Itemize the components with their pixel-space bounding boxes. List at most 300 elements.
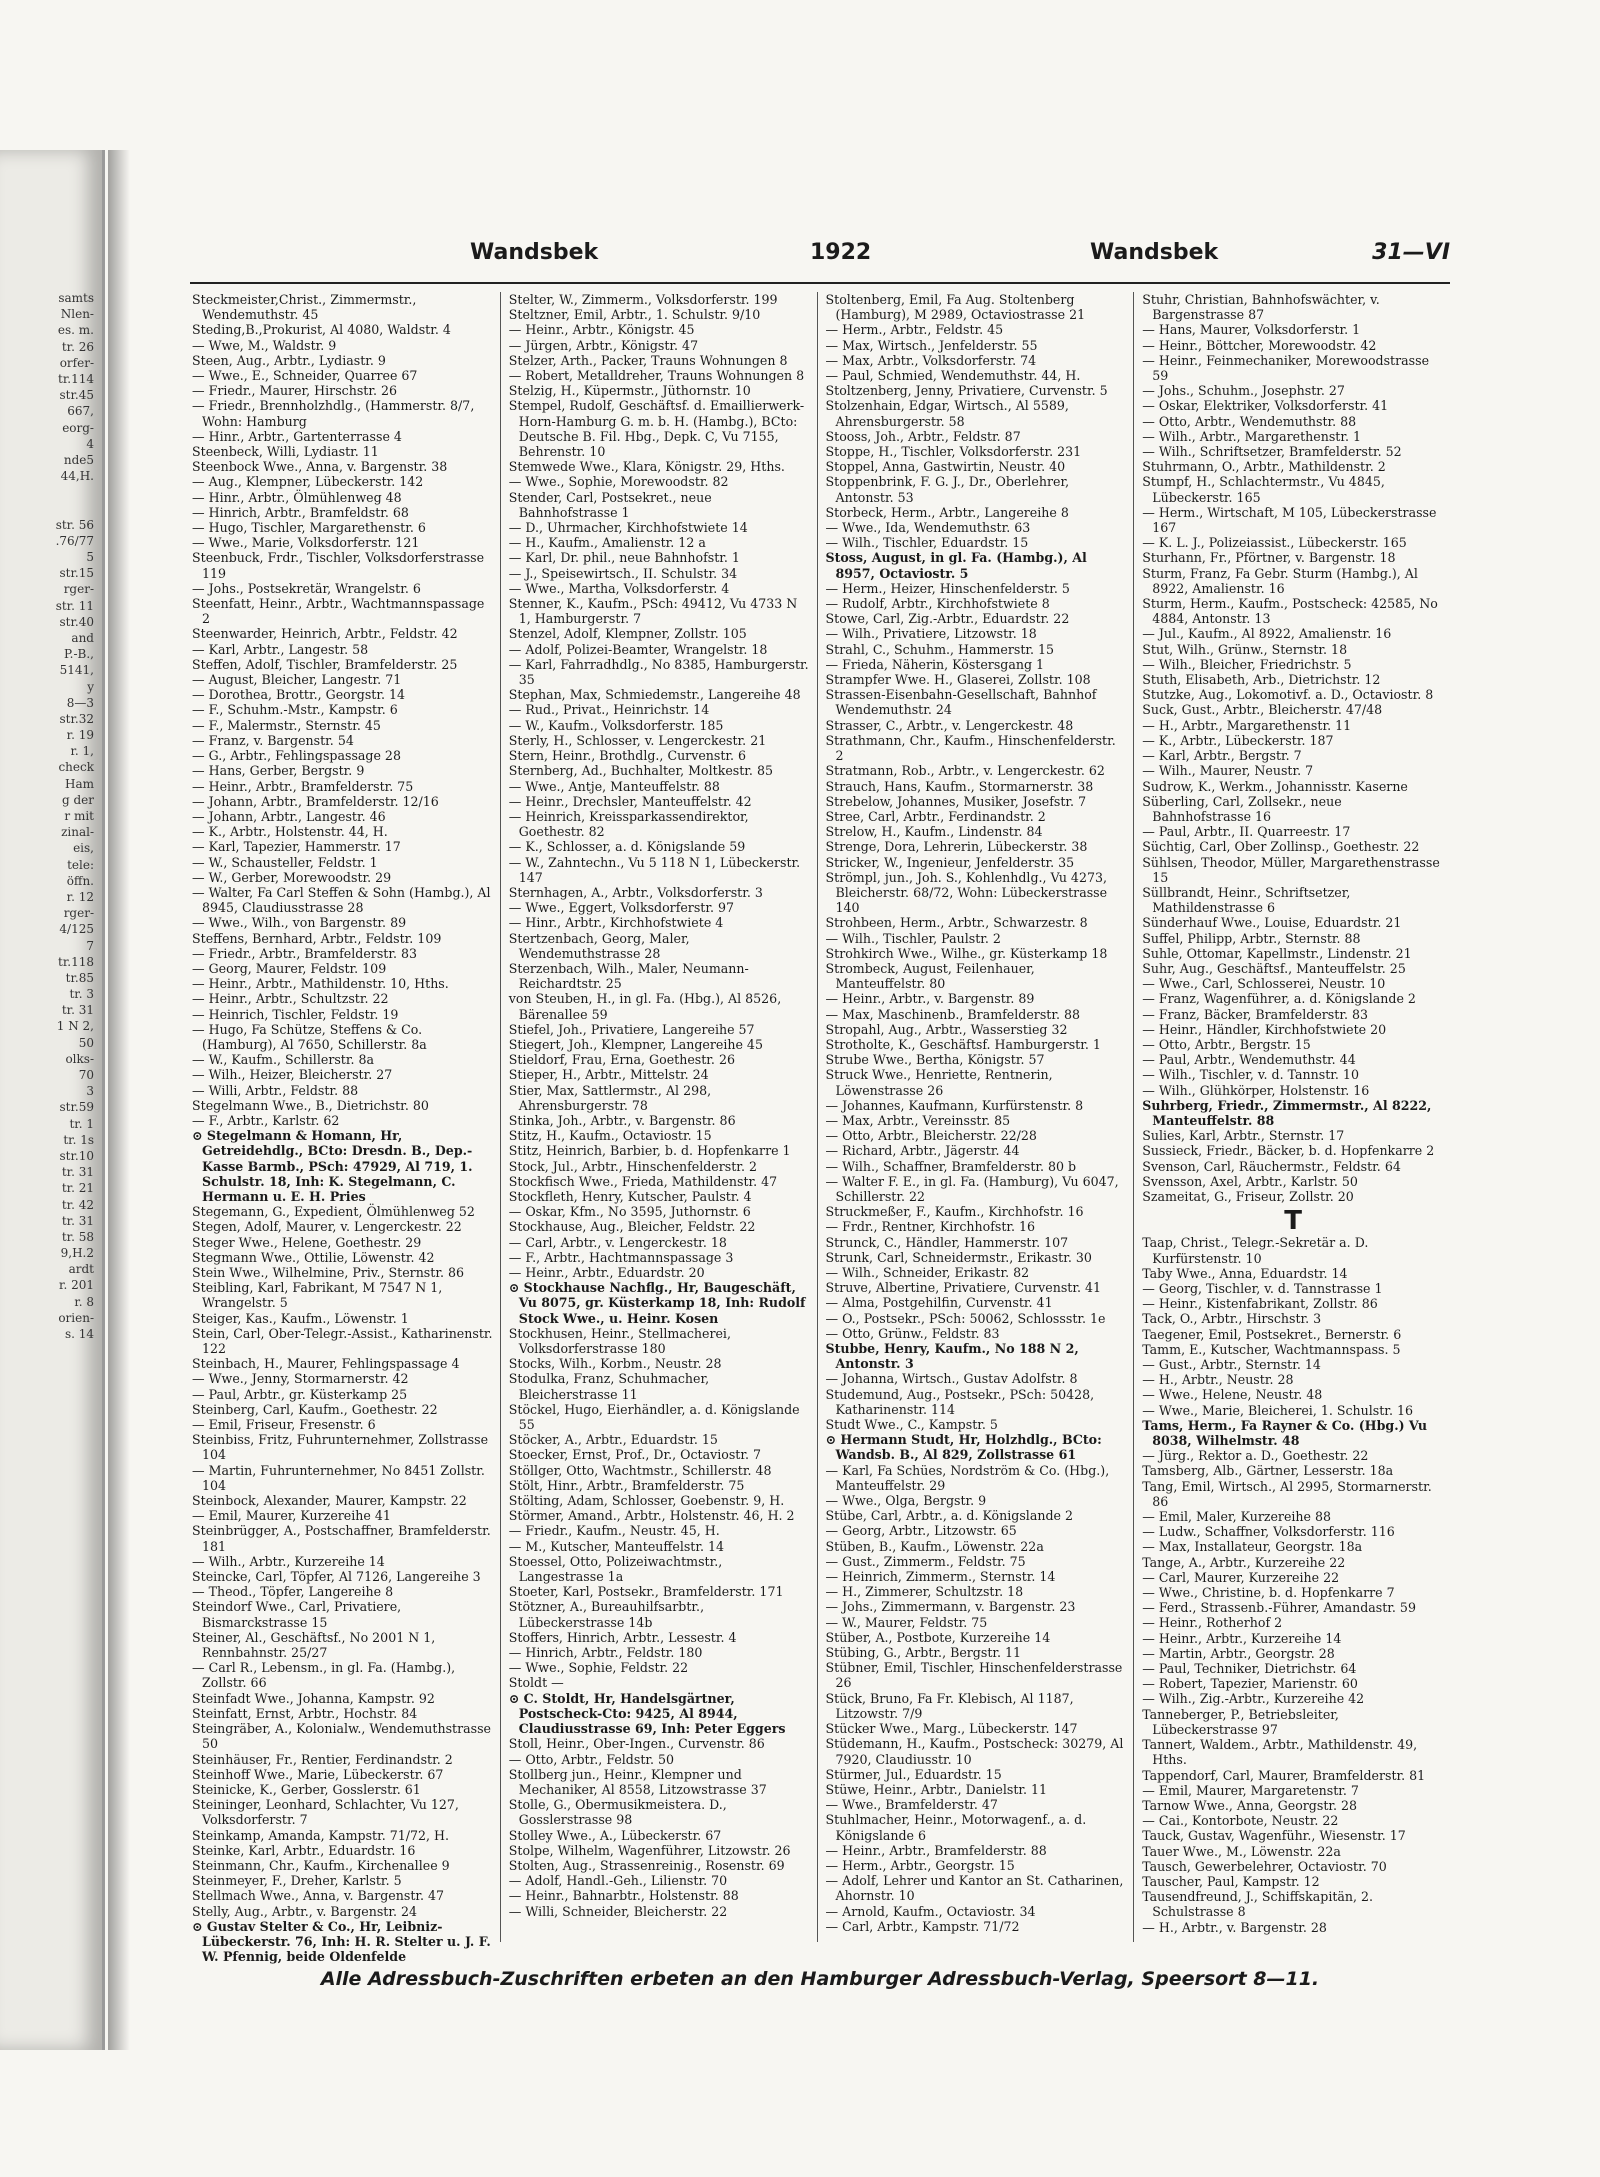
gutter-fragment: tr. 3 [69,987,94,1002]
gutter-fragment: str.59 [59,1100,94,1115]
directory-entry: — Emil, Friseur, Fresenstr. 6 [192,1417,376,1433]
directory-entry: Störmer, Amand., Arbtr., Holstenstr. 46, H. 2 [508,1508,795,1524]
gutter-fragment: tr. 31 [61,1213,94,1228]
directory-entry: Stricker, W., Ingenieur, Jenfelderstr. 35 [825,854,1075,870]
directory-entry: Stolzenhain, Edgar, Wirtsch., Al 5589, Ahrensburgerstr. 58 [825,398,1069,429]
directory-entry: — Wilh., Glühkörper, Holstenstr. 16 [1142,1082,1370,1098]
directory-entry: Stollberg jun., Heinr., Klempner und Mechaniker, Al 8558, Litzowstrasse 37 [508,1766,767,1797]
directory-entry: Stöllger, Otto, Wachtmstr., Schillerstr. 48 [508,1462,772,1478]
directory-entry: — F., Arbtr., Hachtmannspassage 3 [508,1249,734,1265]
directory-entry: Stolle, G., Obermusikmeistera. D., Gosslerstrasse 98 [508,1797,727,1828]
directory-entry: — Wwe., Ida, Wendemuthstr. 63 [825,520,1031,536]
directory-entry: Steinberg, Carl, Kaufm., Goethestr. 22 [192,1401,438,1417]
directory-entry: — Wwe., Bramfelderstr. 47 [825,1797,998,1813]
directory-entry: — D., Uhrmacher, Kirchhofstwiete 14 [508,520,748,536]
directory-entry: — Wwe., Eggert, Volksdorferstr. 97 [508,900,735,916]
directory-entry: Stertzenbach, Georg, Maler, Wendemuthstrasse 28 [508,930,690,961]
directory-entry: — Walter, Fa Carl Steffen & Sohn (Hambg.), Al 8945, Claudiusstrasse 28 [192,884,491,916]
directory-entry: — Heinrich, Kreissparkassendirektor, Goethestr. 82 [508,808,749,840]
directory-entry: Strassen-Eisenbahn-Gesellschaft, Bahnhof Wendemuthstr. 24 [825,687,1097,718]
directory-entry: — Johs., Zimmermann, v. Bargenstr. 23 [825,1599,1076,1615]
directory-entry: Stoltzenberg, Jenny, Privatiere, Curvenstr. 5 [825,383,1108,399]
firm-entry: ⊙ Stockhause Nachflg., Hr, Baugeschäft, Vu 8075, gr. Küsterkamp 18, Inh: Rudolf Stock Wwe., u. Heinr. Kosen [508,1280,806,1326]
gutter-fragment: tr. 31 [61,1165,94,1180]
directory-entry: Taap, Christ., Telegr.-Sekretär a. D. Kurfürstenstr. 10 [1142,1235,1369,1266]
directory-entry: — H., Zimmerer, Schultzstr. 18 [825,1584,1024,1600]
directory-entry: — F., Malermstr., Sternstr. 45 [192,717,381,733]
directory-entry: — Carl, Arbtr., Kampstr. 71/72 [825,1918,1020,1934]
directory-entry: Steding,B.,Prokurist, Al 4080, Waldstr. 4 [192,322,451,338]
directory-entry: Strebelow, Johannes, Musiker, Josefstr. 7 [825,793,1087,809]
directory-entry: — Friedr., Brennholzhdlg., (Hammerstr. 8/7, Wohn: Hamburg [192,398,475,429]
directory-entry: Stock, Jul., Arbtr., Hinschenfelderstr. 2 [508,1158,757,1174]
directory-entry: Studt Wwe., C., Kampstr. 5 [825,1417,998,1433]
gutter-fragment: str.15 [59,566,94,581]
directory-entry: — Herm., Wirtschaft, M 105, Lübeckerstrasse 167 [1142,504,1437,536]
directory-entry: Stelly, Aug., Arbtr., v. Bargenstr. 24 [192,1903,418,1919]
directory-entry: — Heinr., Rotherhof 2 [1142,1615,1283,1631]
directory-entry: Stoldt — [508,1675,564,1691]
gutter-fragment: 70 [78,1068,94,1082]
directory-entry: — Georg, Maurer, Feldstr. 109 [192,960,387,976]
directory-entry: Stöcker, A., Arbtr., Eduardstr. 15 [508,1432,718,1448]
directory-entry: — Adolf, Polizei-Beamter, Wrangelstr. 18 [508,641,768,657]
directory-entry: Struck Wwe., Henriette, Rentnerin, Löwenstrasse 26 [825,1067,1053,1098]
directory-entry: Tausendfreund, J., Schiffskapitän, 2. Schulstrasse 8 [1142,1889,1374,1920]
directory-entry: Steincke, Carl, Töpfer, Al 7126, Langereihe 3 [192,1569,481,1585]
directory-entry: Strelow, H., Kaufm., Lindenstr. 84 [825,824,1043,840]
page-header [190,240,1450,280]
directory-entry: Strube Wwe., Bertha, Königstr. 57 [825,1052,1045,1068]
directory-entry: Steingräber, A., Kolonialw., Wendemuthstrasse 50 [192,1721,492,1752]
directory-entry: — Heinr., Arbtr., Bramfelderstr. 75 [192,778,414,794]
directory-entry: Stowe, Carl, Zig.-Arbtr., Eduardstr. 22 [825,611,1070,627]
directory-entry: Strathmann, Chr., Kaufm., Hinschenfelderstr. 2 [825,732,1116,764]
gutter-fragment: rger- [63,582,94,597]
directory-entry: Steinkamp, Amanda, Kampstr. 71/72, H. [192,1827,450,1843]
directory-entry: — Otto, Grünw., Feldstr. 83 [825,1325,1000,1341]
directory-entry: Stender, Carl, Postsekret., neue Bahnhofstrasse 1 [508,489,712,520]
gutter-fragment: 4 [86,436,94,451]
directory-entry: — Wilh., Bleicher, Friedrichstr. 5 [1142,656,1352,672]
directory-entry: — Heinr., Kistenfabrikant, Zollstr. 86 [1142,1296,1378,1312]
directory-entry: Stenner, K., Kaufm., PSch: 49412, Vu 4733 N 1, Hamburgerstr. 7 [508,596,798,627]
gutter-fragment: tr. 21 [61,1181,94,1196]
directory-entry: Stuhr, Christian, Bahnhofswächter, v. Bargenstrasse 87 [1142,292,1380,323]
gutter-fragment: öffn. [66,873,94,888]
gutter-fragment: eis, [73,841,94,856]
firm-entry: ⊙ Gustav Stelter & Co., Hr, Leibniz-Lübeckerstr. 76, Inh: H. R. Stelter u. J. F. W. Pfennig, beide Oldenfelde [192,1918,491,1965]
directory-entry: Steckmeister,Christ., Zimmermstr., Wendemuthstr. 45 [192,292,417,323]
directory-entry: Stier, Max, Sattlermstr., Al 298, Ahrensburgerstr. 78 [508,1082,712,1113]
directory-entry: Steinfadt Wwe., Johanna, Kampstr. 92 [192,1690,435,1706]
directory-entry: Stück, Bruno, Fa Fr. Klebisch, Al 1187, Litzowstr. 7/9 [825,1690,1074,1721]
adjacent-page-margin [0,150,105,2050]
directory-entry: — Carl R., Lebensm., in gl. Fa. (Hambg.), Zollstr. 66 [192,1660,456,1691]
directory-entry: Strohkirch Wwe., Wilhe., gr. Küsterkamp 18 [825,945,1108,961]
directory-entry: — Wilh., Tischler, v. d. Tannstr. 10 [1142,1067,1359,1083]
directory-entry: — Georg, Arbtr., Litzowstr. 65 [825,1523,1017,1539]
directory-entry: — Ludw., Schaffner, Volksdorferstr. 116 [1142,1524,1395,1540]
directory-entry: — Wilh., Privatiere, Litzowstr. 18 [825,626,1037,642]
firm-entry: Stubbe, Henry, Kaufm., No 188 N 2, Antonstr. 3 [825,1341,1079,1372]
directory-entry: — F., Arbtr., Karlstr. 62 [192,1112,340,1128]
directory-entry: Stölting, Adam, Schlosser, Goebenstr. 9, H. [508,1493,785,1509]
directory-entry: — Hans, Gerber, Bergstr. 9 [192,763,365,779]
directory-entry: — Wilh., Zig.-Arbtr., Kurzereihe 42 [1142,1691,1365,1707]
gutter-fragment: tr. 31 [61,1003,94,1018]
gutter-fragment: P.-B., [64,647,94,662]
header-place-right: Wandsbek [1090,240,1219,265]
gutter-fragment: str.40 [59,614,94,629]
gutter-fragment: 5 [86,550,94,564]
directory-entry: — Wilh., Arbtr., Margarethenstr. 1 [1142,428,1362,444]
directory-entry: — Jürgen, Arbtr., Königstr. 47 [508,337,699,353]
gutter-fragment: str.10 [59,1148,94,1163]
directory-entry: Steltzner, Emil, Arbtr., 1. Schulstr. 9/10 [508,307,761,323]
directory-entry: — Franz, v. Bargenstr. 54 [192,732,354,748]
gutter-fragment: samts [58,291,94,305]
directory-entry: — G., Arbtr., Fehlingspassage 28 [192,748,401,764]
directory-entry: Steiner, Al., Geschäftsf., No 2001 N 1, Rennbahnstr. 25/27 [192,1629,436,1661]
gutter-fragment: r. 8 [74,1294,94,1309]
directory-entry: Steenbock Wwe., Anna, v. Bargenstr. 38 [192,459,448,475]
directory-entry: Sterly, H., Schlosser, v. Lengerckestr. 21 [508,732,767,748]
directory-entry: Sühlsen, Theodor, Müller, Margarethenstrasse 15 [1142,854,1440,885]
directory-entry: — Heinr., Bahnarbtr., Holstenstr. 88 [508,1888,739,1904]
directory-entry: — Wilh., Schneider, Erikastr. 82 [825,1265,1030,1280]
page-binding-shadow [108,150,130,2050]
directory-entry: Stitz, Heinrich, Barbier, b. d. Hopfenkarre 1 [508,1143,791,1159]
directory-entry: Tack, O., Arbtr., Hirschstr. 3 [1142,1311,1322,1327]
directory-entry: Steininger, Leonhard, Schlachter, Vu 127, Volksdorferstr. 7 [192,1797,459,1828]
directory-entry: — Georg, Tischler, v. d. Tannstrasse 1 [1142,1281,1383,1296]
gutter-fragment: r. 1, [70,744,94,759]
directory-entry: — Max, Arbtr., Volksdorferstr. 74 [825,352,1037,368]
directory-entry: Stempel, Rudolf, Geschäftsf. d. Emaillierwerk-Horn-Hamburg G. m. b. H. (Hambg.), BCto: Deutsche B. Fil. Hbg., Depk. C, Vu 7155, Behrenstr. 10 [508,398,805,460]
gutter-fragment: r. 201 [59,1278,94,1293]
directory-entry: — Martin, Fuhrunternehmer, No 8451 Zollstr. 104 [192,1462,485,1493]
firm-entry: Stoss, August, in gl. Fa. (Hambg.), Al 8957, Octaviostr. 5 [825,550,1087,581]
directory-entry: — Emil, Maurer, Kurzereihe 41 [192,1508,391,1524]
directory-entry: Strunck, C., Händler, Hammerstr. 107 [825,1234,1069,1250]
directory-entry: Stürmer, Jul., Eduardstr. 15 [825,1766,1002,1782]
directory-entry: — Frieda, Näherin, Köstersgang 1 [825,656,1045,672]
directory-entry: Suck, Gust., Arbtr., Bleicherstr. 47/48 [1142,702,1383,718]
directory-entry: — Hinrich, Arbtr., Feldstr. 180 [508,1645,703,1661]
directory-entry: — Max, Maschinenb., Bramfelderstr. 88 [825,1006,1081,1022]
directory-entry: Stree, Carl, Arbtr., Ferdinandstr. 2 [825,808,1046,824]
directory-entry: Strasser, C., Arbtr., v. Lengerckestr. 48 [825,717,1074,733]
directory-entry: Stolten, Aug., Strassenreinig., Rosenstr. 69 [508,1857,785,1873]
gutter-fragment: tr. 42 [61,1197,94,1212]
directory-entry: Stübe, Carl, Arbtr., a. d. Königslande 2 [825,1508,1073,1524]
directory-entry: Strampfer Wwe. H., Glaserei, Zollstr. 108 [825,672,1091,688]
directory-entry: — Carl, Arbtr., v. Lengerckestr. 18 [508,1234,727,1250]
directory-entry: — K., Arbtr., Holstenstr. 44, H. [192,824,388,840]
directory-entry: Sturm, Herm., Kaufm., Postscheck: 42585, No 4884, Antonstr. 13 [1142,596,1438,627]
directory-entry: — Heinrich, Zimmerm., Sternstr. 14 [825,1569,1056,1585]
directory-entry: — Oskar, Elektriker, Volksdorferstr. 41 [1142,398,1389,414]
directory-entry: Stölt, Hinr., Arbtr., Bramfelderstr. 75 [508,1477,745,1493]
directory-entry: — Richard, Arbtr., Jägerstr. 44 [825,1143,1020,1159]
directory-entry: — Wwe., Marie, Bleicherei, 1. Schulstr. 16 [1142,1402,1413,1418]
directory-entry: — Willi, Arbtr., Feldstr. 88 [192,1082,359,1098]
gutter-fragment: ardt [68,1262,94,1277]
gutter-fragment: r. 12 [66,889,94,904]
directory-entry: — Paul, Arbtr., II. Quarreestr. 17 [1142,824,1351,840]
directory-entry: — Friedr., Maurer, Hirschstr. 26 [192,383,398,399]
directory-entry: — Wwe., Wilh., von Bargenstr. 89 [192,915,407,931]
directory-entry: Steinke, Karl, Arbtr., Eduardstr. 16 [192,1842,416,1858]
directory-entry: — Otto, Arbtr., Wendemuthstr. 88 [1142,413,1357,429]
directory-entry: — W., Kaufm., Schillerstr. 8a [192,1052,375,1068]
directory-entry: Stübner, Emil, Tischler, Hinschenfelderstrasse 26 [825,1660,1123,1691]
directory-entry: Stoppel, Anna, Gastwirtin, Neustr. 40 [825,459,1066,475]
gutter-fragment: tr. 1s [63,1132,94,1147]
directory-entry: Steger Wwe., Helene, Goethestr. 29 [192,1234,422,1250]
gutter-fragment: Nlen- [60,307,94,322]
gutter-fragment: nde5 [63,452,94,467]
gutter-fragment: 667, [67,404,94,419]
gutter-fragment: rger- [63,906,94,921]
directory-entry: Stoll, Heinr., Ober-Ingen., Curvenstr. 86 [508,1736,765,1752]
firm-entry: Suhrberg, Friedr., Zimmermstr., Al 8222, Manteuffelstr. 88 [1142,1097,1432,1128]
directory-entry: Stegen, Adolf, Maurer, v. Lengerckestr. 22 [192,1219,462,1235]
directory-entry: — Johs., Postsekretär, Wrangelstr. 6 [192,580,421,596]
gutter-fragment: eorg- [62,420,94,435]
directory-entry: — Otto, Arbtr., Feldstr. 50 [508,1751,675,1767]
directory-entry: Tannert, Waldem., Arbtr., Mathildenstr. 49, Hths. [1142,1737,1418,1768]
directory-entry: — Cai., Kontorbote, Neustr. 22 [1142,1813,1339,1829]
directory-entry: Süberling, Carl, Zollsekr., neue Bahnhofstrasse 16 [1142,793,1342,824]
directory-entry: Stegmann Wwe., Ottilie, Löwenstr. 42 [192,1249,435,1265]
directory-entry: — Wwe., Sophie, Feldstr. 22 [508,1660,689,1676]
directory-entry: Stieldorf, Frau, Erna, Goethestr. 26 [508,1052,735,1068]
directory-entry: — Wwe., Antje, Manteuffelstr. 88 [508,778,720,794]
directory-entry: Sternhagen, A., Arbtr., Volksdorferstr. 3 [508,884,763,900]
directory-entry: — W., Gerber, Morewoodstr. 29 [192,869,392,885]
directory-entry: Stellmach Wwe., Anna, v. Bargenstr. 47 [192,1888,445,1904]
directory-entry: — Johann, Arbtr., Langestr. 46 [192,808,386,824]
directory-entry: Steenbeck, Willi, Lydiastr. 11 [192,444,379,460]
header-place-left: Wandsbek [470,240,599,265]
directory-entry: — Wwe., Carl, Schlosserei, Neustr. 10 [1142,976,1386,992]
gutter-fragment: str.32 [59,711,94,726]
directory-entry: Suhr, Aug., Geschäftsf., Manteuffelstr. 25 [1142,960,1406,976]
directory-entry: — Heinr., Händler, Kirchhofstwiete 20 [1142,1021,1387,1037]
directory-entry: Sternberg, Ad., Buchhalter, Moltkestr. 85 [508,763,773,779]
directory-entry: — Max, Arbtr., Vereinsstr. 85 [825,1112,1011,1128]
gutter-fragment: tr.114 [58,371,94,386]
directory-entry: — Johann, Arbtr., Bramfelderstr. 12/16 [192,793,439,809]
directory-entry: Studemund, Aug., Postsekr., PSch: 50428, Katharinenstr. 114 [825,1386,1095,1417]
directory-entry: Strauch, Hans, Kaufm., Stormarnerstr. 38 [825,778,1094,794]
directory-entry: — Wwe., Christine, b. d. Hopfenkarre 7 [1142,1585,1395,1601]
directory-entry: Svenson, Carl, Räuchermstr., Feldstr. 64 [1142,1158,1401,1174]
directory-entry: Stratmann, Rob., Arbtr., v. Lengerckestr. 62 [825,763,1105,779]
directory-entry: Süchtig, Carl, Ober Zollinsp., Goethestr. 22 [1142,839,1420,855]
directory-entry: — Paul, Schmied, Wendemuthstr. 44, H. [825,368,1081,384]
directory-entry: Stein Wwe., Wilhelmine, Priv., Sternstr. 86 [192,1265,464,1280]
directory-entry: — Franz, Wagenführer, a. d. Königslande 2 [1142,991,1416,1007]
gutter-fragment: y [87,679,94,694]
directory-entry: Taegener, Emil, Postsekret., Bernerstr. 6 [1142,1326,1402,1342]
directory-entry: — H., Arbtr., v. Bargenstr. 28 [1142,1919,1327,1935]
directory-entry: — Heinr., Arbtr., Eduardstr. 20 [508,1265,705,1280]
directory-entry: — O., Postsekr., PSch: 50062, Schlossstr. 1e [825,1310,1106,1326]
column-2 [507,292,818,1942]
directory-entry: — Karl, Fahrradhdlg., No 8385, Hamburgerstr. 35 [508,656,809,688]
directory-entry: — Adolf, Handl.-Geh., Lilienstr. 70 [508,1873,728,1889]
directory-entry: — Johanna, Wirtsch., Gustav Adolfstr. 8 [825,1371,1078,1387]
column-1 [190,292,501,1965]
directory-entry: — Paul, Arbtr., Wendemuthstr. 44 [1142,1052,1356,1068]
directory-entry: Struve, Albertine, Privatiere, Curvenstr. 41 [825,1280,1102,1296]
directory-entry: — Karl, Arbtr., Langestr. 58 [192,641,369,657]
directory-entry: Sulies, Karl, Arbtr., Sternstr. 17 [1142,1128,1345,1144]
directory-entry: — M., Kutscher, Manteuffelstr. 14 [508,1538,725,1554]
directory-entry: Tamsberg, Alb., Gärtner, Lesserstr. 18a [1142,1463,1394,1479]
directory-entry: Steinhäuser, Fr., Rentier, Ferdinandstr. 2 [192,1751,453,1767]
gutter-fragment: tr. 1 [69,1116,94,1131]
directory-entry: — Heinr., Arbtr., v. Bargenstr. 89 [825,991,1035,1007]
gutter-fragment: 5141, [59,663,94,678]
directory-entry: — Wilh., Tischler, Eduardstr. 15 [825,535,1029,551]
directory-entry: Stenzel, Adolf, Klempner, Zollstr. 105 [508,626,747,642]
directory-entry: — K., Schlosser, a. d. Königslande 59 [508,839,746,855]
directory-entry: — Wilh., Schaffner, Bramfelderstr. 80 b [825,1158,1077,1174]
directory-entry: — Otto, Arbtr., Bergstr. 15 [1142,1036,1311,1052]
directory-entry: — Wwe., Helene, Neustr. 48 [1142,1387,1323,1403]
directory-entry: von Steuben, H., in gl. Fa. (Hbg.), Al 8526, Bärenallee 59 [508,991,782,1022]
gutter-fragment: orfer- [59,355,94,370]
directory-entry: Stiefel, Joh., Privatiere, Langereihe 57 [508,1021,755,1037]
directory-entry: — W., Zahntechn., Vu 5 118 N 1, Lübeckerstr. 147 [508,854,801,885]
directory-columns [190,292,1450,1965]
directory-entry: — Karl, Arbtr., Bergstr. 7 [1142,748,1302,764]
gutter-fragment: str.45 [59,388,94,403]
directory-entry: — Emil, Maurer, Margaretenstr. 7 [1142,1782,1359,1798]
directory-entry: Stodulka, Franz, Schuhmacher, Bleicherstrasse 11 [508,1371,710,1402]
directory-entry: Stuhrmann, O., Arbtr., Mathildenstr. 2 [1142,459,1386,475]
header-rule [190,282,1450,284]
directory-entry: Tappendorf, Carl, Maurer, Bramfelderstr. 81 [1142,1767,1426,1783]
directory-entry: Svensson, Axel, Arbtr., Karlstr. 50 [1142,1173,1358,1189]
directory-entry: — Willi, Schneider, Bleicherstr. 22 [508,1903,728,1919]
gutter-fragment: es. m. [57,323,94,338]
directory-entry: Steinhoff Wwe., Marie, Lübeckerstr. 67 [192,1766,444,1782]
directory-entry: Stüben, B., Kaufm., Löwenstr. 22a [825,1538,1044,1554]
directory-entry: — Heinr., Arbtr., Königstr. 45 [508,322,695,338]
directory-entry: Stolpe, Wilhelm, Wagenführer, Litzowstr. 26 [508,1842,791,1858]
directory-entry: Steindorf Wwe., Carl, Privatiere, Bismarckstrasse 15 [192,1599,402,1630]
gutter-fragment: str. 11 [55,598,94,613]
directory-entry: — Theod., Töpfer, Langereihe 8 [192,1584,394,1600]
directory-entry: Steinbach, H., Maurer, Fehlingspassage 4 [192,1356,460,1372]
directory-entry: — Johannes, Kaufmann, Kurfürstenstr. 8 [825,1097,1084,1113]
directory-entry: — H., Kaufm., Amalienstr. 12 a [508,535,706,551]
directory-entry: — Heinr., Arbtr., Kurzereihe 14 [1142,1630,1342,1646]
directory-entry: — Wwe., Sophie, Morewoodstr. 82 [508,474,729,490]
directory-entry: — W., Maurer, Feldstr. 75 [825,1614,988,1630]
firm-entry: ⊙ C. Stoldt, Hr, Handelsgärtner, Postscheck-Cto: 9425, Al 8944, Claudiusstrasse 69, Inh: Peter Eggers [508,1690,786,1737]
section-letter: T [1284,1206,1302,1237]
gutter-fragment: tr.118 [58,954,94,969]
directory-entry: Steinmeyer, F., Dreher, Karlstr. 5 [192,1873,402,1889]
directory-entry: — Aug., Klempner, Lübeckerstr. 142 [192,474,424,490]
directory-entry: Stoffers, Hinrich, Arbtr., Lessestr. 4 [508,1629,737,1645]
directory-entry: Strunk, Carl, Schneidermstr., Erikastr. 30 [825,1249,1092,1265]
gutter-fragment: 7 [86,938,94,953]
directory-entry: — Heinr., Drechsler, Manteuffelstr. 42 [508,793,752,809]
firm-entry: ⊙ Stegelmann & Homann, Hr, Getreidehdlg., BCto: Dresdn. B., Dep.-Kasse Barmb., PSch: 47929, Al 719, 1. Schulstr. 18, Inh: K. Stegelmann, C. Hermann u. E. H. Pries [192,1128,473,1204]
gutter-fragment [0,500,102,516]
column-3 [824,292,1135,1942]
directory-entry: Steffen, Adolf, Tischler, Bramfelderstr. 25 [192,656,458,672]
directory-entry: — Wwe., E., Schneider, Quarree 67 [192,368,418,384]
page-number: 31—VI [1372,240,1450,265]
directory-entry: Süllbrandt, Heinr., Schriftsetzer, Mathildenstrasse 6 [1142,884,1351,916]
directory-entry: Tamm, E., Kutscher, Wachtmannspass. 5 [1142,1341,1401,1357]
directory-entry: — H., Arbtr., Neustr. 28 [1142,1372,1294,1388]
directory-entry: — Hugo, Tischler, Margarethenstr. 6 [192,520,426,536]
directory-entry: Stoeter, Karl, Postsekr., Bramfelderstr. 171 [508,1584,784,1600]
directory-entry: Stuhlmacher, Heinr., Motorwagenf., a. d. Königslande 6 [825,1812,1087,1843]
directory-entry: — Wwe., Jenny, Stormarnerstr. 42 [192,1371,409,1387]
directory-entry: — Robert, Metalldreher, Trauns Wohnungen 8 [508,368,805,384]
directory-entry: Suhle, Ottomar, Kapellmstr., Lindenstr. 21 [1142,945,1412,961]
directory-entry: — Karl, Dr. phil., neue Bahnhofstr. 1 [508,550,740,566]
directory-entry: — Jürg., Rektor a. D., Goethestr. 22 [1142,1448,1369,1464]
directory-entry: — Robert, Tapezier, Marienstr. 60 [1142,1676,1358,1692]
directory-entry: Stoltenberg, Emil, Fa Aug. Stoltenberg (Hamburg), M 2989, Octaviostrasse 21 [825,292,1086,323]
directory-entry: — Alma, Postgehilfin, Curvenstr. 41 [825,1295,1053,1311]
directory-entry: — Heinr., Arbtr., Mathildenstr. 10, Hths. [192,976,449,992]
gutter-fragment: str. 56 [55,517,94,532]
directory-entry: Steen, Aug., Arbtr., Lydiastr. 9 [192,352,386,368]
directory-entry: Strohbeen, Herm., Arbtr., Schwarzestr. 8 [825,915,1088,931]
gutter-fragment: g der [61,792,94,807]
directory-entry: — Hans, Maurer, Volksdorferstr. 1 [1142,322,1361,338]
gutter-fragment: tele: [67,857,94,872]
directory-entry: Stegelmann Wwe., B., Dietrichstr. 80 [192,1097,429,1113]
directory-entry: Stüber, A., Postbote, Kurzereihe 14 [825,1629,1051,1645]
directory-entry: — Friedr., Arbtr., Bramfelderstr. 83 [192,945,418,961]
directory-entry: Tausch, Gewerbelehrer, Octaviostr. 70 [1142,1858,1387,1874]
directory-entry: Steenwarder, Heinrich, Arbtr., Feldstr. 42 [192,626,458,642]
directory-entry: Stöckel, Hugo, Eierhändler, a. d. Königslande 55 [508,1401,800,1433]
gutter-fragment: .76/77 [55,533,94,548]
directory-entry: Suffel, Philipp, Arbtr., Sternstr. 88 [1142,930,1361,946]
directory-entry: — Herm., Heizer, Hinschenfelderstr. 5 [825,580,1070,596]
directory-entry: Sussieck, Friedr., Bäcker, b. d. Hopfenkarre 2 [1142,1143,1435,1159]
directory-entry: — K. L. J., Polizeiassist., Lübeckerstr. 165 [1142,535,1407,551]
directory-entry: — Otto, Arbtr., Bleicherstr. 22/28 [825,1128,1037,1144]
directory-entry: Stooss, Joh., Arbtr., Feldstr. 87 [825,428,1021,444]
gutter-fragment: orien- [58,1310,94,1325]
directory-entry: Steibling, Karl, Fabrikant, M 7547 N 1, Wrangelstr. 5 [192,1280,443,1311]
gutter-fragment: check [58,760,94,775]
gutter-fragment: olks- [65,1051,94,1066]
directory-entry: — August, Bleicher, Langestr. 71 [192,672,402,688]
directory-entry: Stoppenbrink, F. G. J., Dr., Oberlehrer, Antonstr. 53 [825,474,1070,505]
directory-entry: — Gust., Arbtr., Sternstr. 14 [1142,1357,1321,1373]
directory-entry: — Hinrich, Arbtr., Bramfeldstr. 68 [192,504,409,520]
directory-entry: Tauer Wwe., M., Löwenstr. 22a [1142,1843,1341,1859]
directory-entry: — F., Schuhm.-Mstr., Kampstr. 6 [192,702,398,718]
directory-entry: Stockfleth, Henry, Kutscher, Paulstr. 4 [508,1188,752,1204]
